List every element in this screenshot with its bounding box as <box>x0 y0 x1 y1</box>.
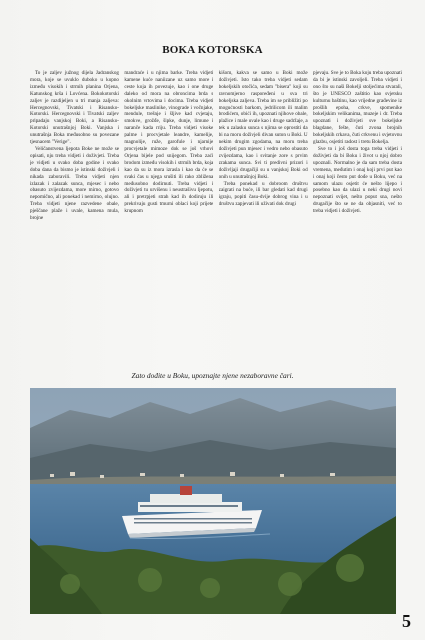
paragraph: kišom, kakva se samo u Boki može doživjeti. Isto tako treba vidjeti sedam bokeljskih otočića, sedam "bisera" koji su ravnomjerno raspoređeni u sva tri bokeljska zaljeva. Treba im se približiti po mogućnosti barkom, jedrilicom ili malim brodićem, obići ih, upoznati njihove obale, plažice i male uvale kao i druge sadržaje, a tek u zalasku sunca s njima se oprostiti da bi na moru doživjeli divan suton u Boki. U nekim drugim zgodama, na moru treba doživjeti pun mjesec i vedro nebo obasuto zvijezdama, kao i svitanje zore s prvim zrakama sunca. Svi ti predivni prizori i doživljaji drugačiji su u vanjskoj Boki od onih u unutrašnjoj Boki. <box>218 70 308 180</box>
text-column-1 <box>30 70 119 368</box>
paragraph: Sve to i još dosta toga treba vidjeti i doživjeti da bi Boku i život u njoj dobro upoznali. Normalno je da sam treba dosta vremena, međutim i onaj koji prvi put kao i onaj koji često put dođe u Boku, već na samom ulazu osjetit će nešto lijepo i posebno kao da ulazi u neki drugi novi nepoznati svijet, nešto poput sna, nešto drugačije što se ne da objasniti, već to treba vidjeti i doživjeti. <box>312 145 402 215</box>
paragraph: Veličanstvena ljepota Boke ne može se opisati, nju treba vidjeti i doživjeti. Treba je vidjeti u svako doba godine i svako doba dana da bismo je istinski doživjeli i nikada zaboravili. Treba vidjeti njen izlazak i zalazak sunca, mjesec i nebo obasuto zvijezdama, more mirno, gotovo nepomično, ali ponekad i nemirno, olujno. Treba vidjeti njene razvedene obale, pješčane plaže i uvale, kamena mula, brojne <box>30 145 119 222</box>
bay-photo <box>30 388 396 614</box>
cruise-ship-in-bay-illustration <box>30 388 396 614</box>
page-number: 5 <box>402 611 411 631</box>
paragraph: mandraće i u njima barke. Treba vidjeti kamene kuće naniizane uz samo more i ceste koja ih povezuje, kao i one druge daleko od mora na obroncima brda s okolnim vrtovima i docima. Treba vidjeti bokeljske maslinike, vinograde i vočnjake, mendule, trešnje i šljive kad cvjetaju, smokve, grožđe, šipke, dunje, limune i naranče kada rriju. Treba vidjeti visoke palme i procvjetale leandre, kamelije, magnolije, ruže, garofule i njarnije procvjetale mimoze dok se još vrhovi Orjena bijele pod snijegom. Treba zaći brodom između visokih i strmih brda, koja kao da su iz mora izrasla i kao da će se svaki čas u njega srušiti ili rako zbliženа međusobno dodirnuti. Treba vidjeti i doživjeti tu urvišenu i neustrašivu ljepotu, ali i pretrpjeti strah kad ih dodiruju ili prekrivaju gusti tmurni oblaci koji prijete krupnom <box>124 70 214 215</box>
article-body <box>30 70 402 368</box>
text-column-4 <box>313 70 402 368</box>
text-column-3 <box>219 70 308 368</box>
ship-funnel <box>180 486 192 495</box>
text-column-2 <box>124 70 213 368</box>
article-title: BOKA KOTORSKA <box>162 44 263 56</box>
paragraph: To je zaljev južnog dijela Jadranskog mora, koje se uvuklo duboko u kopno između visokih i strmih planina Orjena, Katunskog krša i Lovćena. Bokokotorski zaljev je razdijeljen u tri manja zaljeva: Hercegnovski, Tivatski i Risansko-Kotorski. Hercegnovski i Tivatski zaljev pripadaju vanjskoj Boki, a Risansko-Kotorski unutrašnjoj Boki. Vanjska i unutrašnja Boka međusobno su povezane tjesnacem "Verige". <box>30 70 119 146</box>
paragraph: Treba ponekad u dobroom društvu zaigrati na buće, ili bar gledati kad drugi igraju, popiti času-dvije dobrog vina i u društvu zapjevati ili uživati dok drugi <box>218 180 308 208</box>
photo-caption: Zato dođite u Boku, upoznajte njene nezaboravne čari. <box>131 371 294 380</box>
paragraph: pjevaju. Sve je to Boka koju treba upoznati da bi je istinski zavoljeli. Treba vidjeti i ono što su naši Bokelji stoljećima stvarali, što je UNESCO zaštitio kao svjetsku kulturnu baštinu, kao vrijedne građevine iz prošlih epoha, crkve, spomenike bokeljskim velikanima, muzeje i dr. Treba upoznati i doživjeti sve bokeljske blagdane, fešte, čuti zvona brojnih bokeljskih crkava, čuti crkvenu i svjetovnu glazbu, osjetiti radost i tretu Bokelja. <box>312 70 402 146</box>
